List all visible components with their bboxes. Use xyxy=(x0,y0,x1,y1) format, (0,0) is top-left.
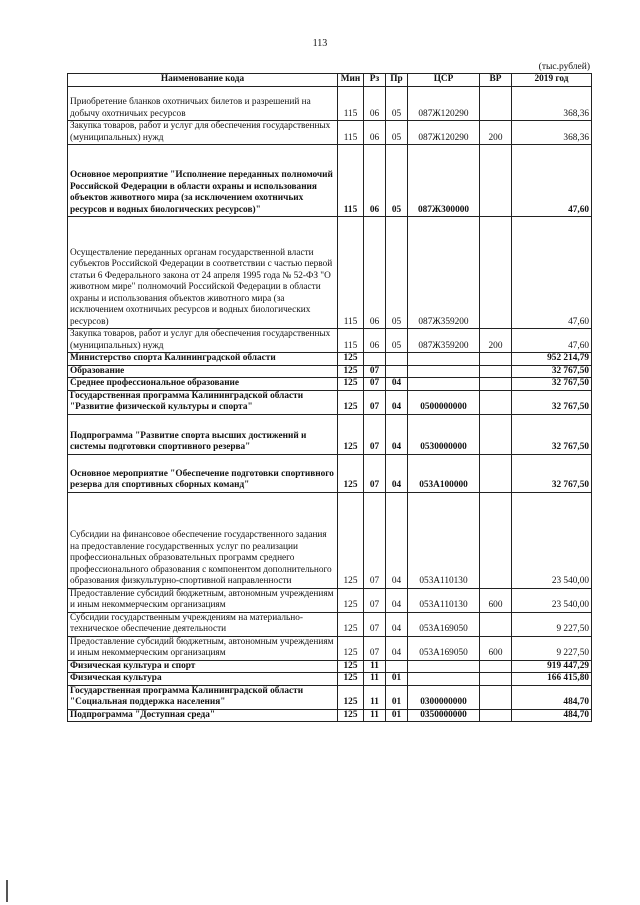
row-name: Субсидии государственным учреждениям на материально-техническое обеспечение деятельности xyxy=(68,612,338,636)
row-min: 115 xyxy=(338,145,364,217)
row-vr xyxy=(480,709,512,722)
table-header-row xyxy=(68,74,592,87)
row-csr: 053А169050 xyxy=(408,636,480,660)
row-name: Образование xyxy=(68,365,338,378)
row-csr: 053А100000 xyxy=(408,454,480,492)
row-name: Физическая культура xyxy=(68,673,338,686)
table-row xyxy=(68,145,592,217)
row-vr xyxy=(480,217,512,329)
row-amount: 919 447,29 xyxy=(512,660,592,673)
row-csr: 087Ж300000 xyxy=(408,145,480,217)
row-min: 125 xyxy=(338,673,364,686)
row-name: Подпрограмма "Доступная среда" xyxy=(68,709,338,722)
row-pr xyxy=(386,353,408,366)
row-pr: 04 xyxy=(386,588,408,612)
row-rz: 11 xyxy=(364,685,386,709)
row-rz: 06 xyxy=(364,329,386,353)
row-name: Государственная программа Калининградской области "Развитие физической культуры и спорта" xyxy=(68,390,338,414)
header-year: 2019 год xyxy=(512,74,592,87)
row-rz: 07 xyxy=(364,636,386,660)
header-min: Мин xyxy=(338,74,364,87)
row-vr xyxy=(480,660,512,673)
budget-table xyxy=(67,73,592,722)
row-csr: 053А169050 xyxy=(408,612,480,636)
row-rz: 06 xyxy=(364,145,386,217)
row-vr: 200 xyxy=(480,329,512,353)
row-pr: 01 xyxy=(386,685,408,709)
row-min: 125 xyxy=(338,612,364,636)
row-rz: 06 xyxy=(364,121,386,145)
table-row xyxy=(68,87,592,121)
row-amount: 952 214,79 xyxy=(512,353,592,366)
row-min: 125 xyxy=(338,588,364,612)
row-amount: 47,60 xyxy=(512,217,592,329)
row-min: 125 xyxy=(338,454,364,492)
row-csr xyxy=(408,673,480,686)
row-amount: 32 767,50 xyxy=(512,390,592,414)
row-name: Основное мероприятие "Исполнение переданных полномочий Российской Федерации в области охраны и использования объектов животного мира (за исключением охотничьих ресурсов и водных биологических ресурсов)" xyxy=(68,145,338,217)
row-csr: 0300000000 xyxy=(408,685,480,709)
row-rz: 07 xyxy=(364,390,386,414)
table-row xyxy=(68,709,592,722)
row-name: Предоставление субсидий бюджетным, автономным учреждениям и иным некоммерческим организациям xyxy=(68,588,338,612)
row-min: 125 xyxy=(338,390,364,414)
row-csr: 087Ж359200 xyxy=(408,329,480,353)
table-row xyxy=(68,612,592,636)
row-rz: 07 xyxy=(364,454,386,492)
row-min: 115 xyxy=(338,87,364,121)
row-pr: 04 xyxy=(386,454,408,492)
row-pr: 04 xyxy=(386,378,408,391)
units-label: (тыс.рублей) xyxy=(538,62,590,72)
row-amount: 368,36 xyxy=(512,121,592,145)
row-pr: 05 xyxy=(386,121,408,145)
row-vr xyxy=(480,673,512,686)
row-name: Подпрограмма "Развитие спорта высших достижений и системы подготовки спортивного резерва" xyxy=(68,414,338,454)
row-vr xyxy=(480,365,512,378)
row-csr: 087Ж120290 xyxy=(408,87,480,121)
row-min: 125 xyxy=(338,636,364,660)
row-csr: 0530000000 xyxy=(408,414,480,454)
row-vr: 600 xyxy=(480,636,512,660)
row-amount: 47,60 xyxy=(512,329,592,353)
row-pr: 04 xyxy=(386,390,408,414)
table-row xyxy=(68,365,592,378)
table-row xyxy=(68,454,592,492)
table-row xyxy=(68,636,592,660)
row-pr: 04 xyxy=(386,492,408,588)
row-pr xyxy=(386,365,408,378)
row-pr: 05 xyxy=(386,145,408,217)
row-vr xyxy=(480,390,512,414)
row-rz: 11 xyxy=(364,673,386,686)
row-pr xyxy=(386,660,408,673)
header-rz: Рз xyxy=(364,74,386,87)
row-name: Физическая культура и спорт xyxy=(68,660,338,673)
row-amount: 47,60 xyxy=(512,145,592,217)
row-vr xyxy=(480,454,512,492)
scan-margin-mark xyxy=(6,880,8,902)
table-row xyxy=(68,217,592,329)
row-name: Приобретение бланков охотничьих билетов и разрешений на добычу охотничьих ресурсов xyxy=(68,87,338,121)
row-csr: 087Ж359200 xyxy=(408,217,480,329)
row-pr: 04 xyxy=(386,612,408,636)
table-row xyxy=(68,660,592,673)
table-row xyxy=(68,588,592,612)
row-pr: 05 xyxy=(386,87,408,121)
row-name: Государственная программа Калининградской области "Социальная поддержка населения" xyxy=(68,685,338,709)
row-rz: 07 xyxy=(364,365,386,378)
row-rz: 06 xyxy=(364,217,386,329)
row-rz: 11 xyxy=(364,709,386,722)
row-csr xyxy=(408,365,480,378)
row-amount: 32 767,50 xyxy=(512,414,592,454)
row-csr: 0500000000 xyxy=(408,390,480,414)
header-vr: ВР xyxy=(480,74,512,87)
header-csr: ЦСР xyxy=(408,74,480,87)
row-amount: 166 415,80 xyxy=(512,673,592,686)
row-amount: 368,36 xyxy=(512,87,592,121)
row-vr: 200 xyxy=(480,121,512,145)
row-amount: 32 767,50 xyxy=(512,365,592,378)
row-pr: 04 xyxy=(386,636,408,660)
row-rz: 07 xyxy=(364,492,386,588)
row-pr: 05 xyxy=(386,329,408,353)
row-csr xyxy=(408,353,480,366)
table-row xyxy=(68,673,592,686)
row-min: 125 xyxy=(338,709,364,722)
row-csr: 087Ж120290 xyxy=(408,121,480,145)
row-min: 125 xyxy=(338,365,364,378)
row-vr xyxy=(480,87,512,121)
row-amount: 23 540,00 xyxy=(512,492,592,588)
row-pr: 01 xyxy=(386,709,408,722)
row-csr: 0350000000 xyxy=(408,709,480,722)
row-name: Министерство спорта Калининградской области xyxy=(68,353,338,366)
row-name: Основное мероприятие "Обеспечение подготовки спортивного резерва для спортивных сборных команд" xyxy=(68,454,338,492)
header-pr: Пр xyxy=(386,74,408,87)
row-rz: 07 xyxy=(364,612,386,636)
row-name: Закупка товаров, работ и услуг для обеспечения государственных (муниципальных) нужд xyxy=(68,121,338,145)
row-amount: 32 767,50 xyxy=(512,378,592,391)
row-vr xyxy=(480,612,512,636)
row-amount: 9 227,50 xyxy=(512,612,592,636)
table-row xyxy=(68,121,592,145)
row-amount: 23 540,00 xyxy=(512,588,592,612)
row-pr: 01 xyxy=(386,673,408,686)
row-min: 125 xyxy=(338,685,364,709)
row-min: 125 xyxy=(338,378,364,391)
row-vr xyxy=(480,353,512,366)
row-amount: 484,70 xyxy=(512,685,592,709)
row-min: 125 xyxy=(338,492,364,588)
table-row xyxy=(68,492,592,588)
row-pr: 05 xyxy=(386,217,408,329)
row-min: 115 xyxy=(338,121,364,145)
row-vr: 600 xyxy=(480,588,512,612)
row-vr xyxy=(480,492,512,588)
row-vr xyxy=(480,414,512,454)
row-min: 115 xyxy=(338,329,364,353)
row-rz: 07 xyxy=(364,414,386,454)
row-rz: 06 xyxy=(364,87,386,121)
row-name: Субсидии на финансовое обеспечение государственного задания на предоставление государственных услуг по реализации профессиональных образовательных программ среднего профессионального образования с компонентом дополнительного образования физкультурно-спортивной направленности xyxy=(68,492,338,588)
table-row xyxy=(68,329,592,353)
row-vr xyxy=(480,685,512,709)
row-name: Закупка товаров, работ и услуг для обеспечения государственных (муниципальных) нужд xyxy=(68,329,338,353)
row-csr: 053А110130 xyxy=(408,492,480,588)
table-row xyxy=(68,685,592,709)
row-rz xyxy=(364,353,386,366)
row-rz: 07 xyxy=(364,378,386,391)
row-min: 125 xyxy=(338,414,364,454)
table-row xyxy=(68,353,592,366)
row-csr xyxy=(408,378,480,391)
table-row xyxy=(68,414,592,454)
table-row xyxy=(68,390,592,414)
row-rz: 07 xyxy=(364,588,386,612)
row-amount: 9 227,50 xyxy=(512,636,592,660)
row-csr xyxy=(408,660,480,673)
row-name: Среднее профессиональное образование xyxy=(68,378,338,391)
row-vr xyxy=(480,378,512,391)
row-min: 115 xyxy=(338,217,364,329)
page-number: 113 xyxy=(312,38,328,49)
row-vr xyxy=(480,145,512,217)
row-name: Осуществление переданных органам государственной власти субъектов Российской Федерации в соответствии с частью первой статьи 6 Федерального закона от 24 апреля 1995 года № 52-ФЗ "О животном мире" полномочий Российской Федерации в области охраны и использования объектов животного мира (за исключением охотничьих ресурсов и водных биологических ресурсов) xyxy=(68,217,338,329)
row-amount: 32 767,50 xyxy=(512,454,592,492)
row-pr: 04 xyxy=(386,414,408,454)
row-name: Предоставление субсидий бюджетным, автономным учреждениям и иным некоммерческим организациям xyxy=(68,636,338,660)
row-min: 125 xyxy=(338,660,364,673)
row-csr: 053А110130 xyxy=(408,588,480,612)
row-rz: 11 xyxy=(364,660,386,673)
row-amount: 484,70 xyxy=(512,709,592,722)
table-row xyxy=(68,378,592,391)
row-min: 125 xyxy=(338,353,364,366)
header-name: Наименование кода xyxy=(68,74,338,87)
